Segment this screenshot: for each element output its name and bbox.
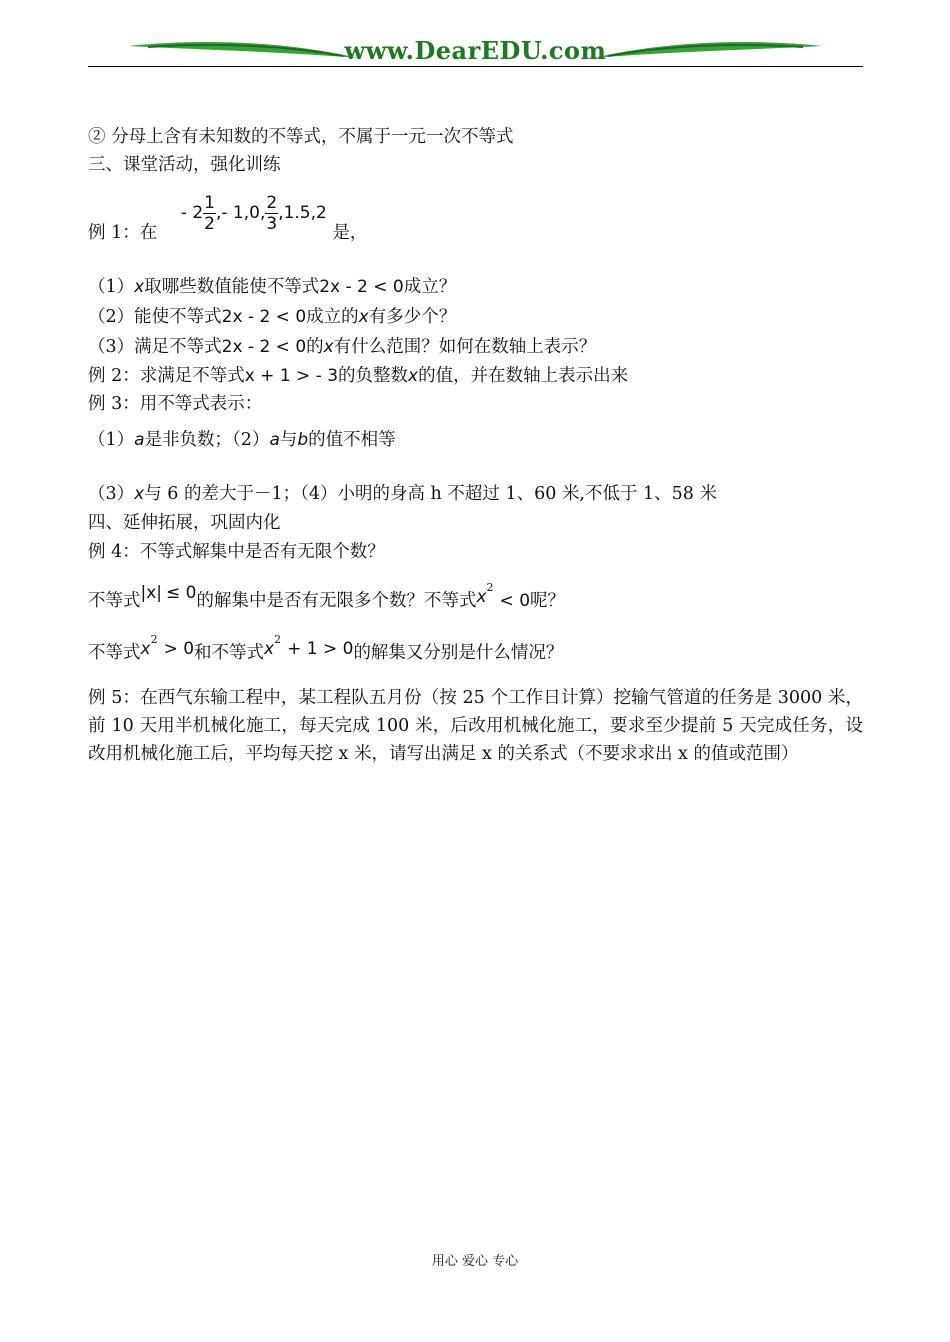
inequality: x + 1 > - 3: [244, 366, 339, 386]
example-3-items-1-2: （1）a是非负数；（2）a与b的值不相等: [88, 430, 396, 450]
abs-x: |x|: [140, 583, 163, 603]
question-3: （3）满足不等式2x - 2 < 0的x有什么范围？如何在数轴上表示？: [88, 337, 597, 357]
var-x: x: [408, 366, 419, 386]
example-1-label: 例 1：在: [88, 223, 158, 243]
var-x: x: [323, 337, 334, 357]
var-a: a: [269, 430, 280, 450]
example-2: 例 2：求满足不等式x + 1 > - 3的负整数x的值，并在数轴上表示出来: [88, 366, 629, 386]
var-x: x: [476, 587, 487, 607]
var-x: x: [134, 277, 145, 297]
inequality: 2x - 2 < 0: [319, 277, 404, 297]
site-url: www.DearEDU.com: [344, 36, 607, 65]
leaf-swoosh-banner-icon: [88, 34, 863, 70]
example-4-followup: 不等式$x^2 > 0$和不等式$x^2 + 1 > 0$的解集又分别是什么情况？: [88, 633, 564, 663]
exponent: 2: [150, 633, 158, 646]
note-line: ② 分母上含有未知数的不等式，不属于一元一次不等式: [88, 127, 514, 147]
number-list-middle: ,- 1,0,: [215, 203, 266, 223]
var-a: a: [134, 430, 145, 450]
var-b: b: [297, 430, 309, 450]
fraction-two-thirds: $\frac{2}{3}$: [266, 193, 278, 234]
inequality: + 1 > 0: [287, 639, 354, 659]
header-divider: [88, 66, 863, 67]
fraction-half: $\frac{1}{2}$: [204, 193, 215, 234]
section-three-heading: 三、课堂活动，强化训练: [88, 155, 281, 175]
example-5-paragraph: 例 5：在西气东输工程中，某工程队五月份（按 25 个工作日计算）挖输气管道的任务是 3000 米，前 10 天用半机械化施工，每天完成 100 米，后改用机械化施工，要求至少提前 5 天完成任务，设改用机械化施工后，平均每天挖 x 米，请写出满足 x 的关系式（不要求求出 x 的值或范围）: [88, 688, 863, 764]
example-3-items-3-4: （3）x与 6 的差大于－1；（4）小明的身高 h 不超过 1、60 米,不低于 1、58 米: [88, 484, 717, 504]
exponent: 2: [486, 581, 494, 594]
example-1-suffix: 是，: [332, 223, 368, 243]
number-list-tail: ,1.5,2: [278, 203, 327, 223]
var-x: x: [134, 484, 145, 504]
number-list: [181, 193, 327, 234]
example-1-line: [88, 193, 368, 254]
page-footer: 用心 爱心 专心: [431, 1254, 519, 1269]
example-3-heading: 例 3：用不等式表示：: [88, 394, 263, 414]
example-4-heading: 例 4：不等式解集中是否有无限个数？: [88, 542, 385, 562]
var-x: x: [264, 639, 275, 659]
inequality: > 0: [163, 639, 195, 659]
inequality: 2x - 2 < 0: [221, 307, 307, 327]
inequality: 2x - 2 < 0: [221, 337, 307, 357]
exponent: 2: [274, 633, 282, 646]
question-1: （1）x取哪些数值能使不等式2x - 2 < 0成立？: [88, 277, 457, 297]
example-4-question: 不等式|x| ≤ 0的解集中是否有无限多个数？不等式$x^2< 0$呢？: [88, 581, 566, 611]
inequality: ≤ 0: [166, 583, 197, 603]
inequality: < 0: [499, 591, 531, 611]
var-x: x: [140, 639, 151, 659]
mixed-number-whole: - 2: [180, 203, 204, 223]
question-2: （2）能使不等式2x - 2 < 0成立的x有多少个？: [88, 307, 457, 327]
var-x: x: [358, 307, 369, 327]
section-four-heading: 四、延伸拓展，巩固内化: [88, 513, 281, 533]
